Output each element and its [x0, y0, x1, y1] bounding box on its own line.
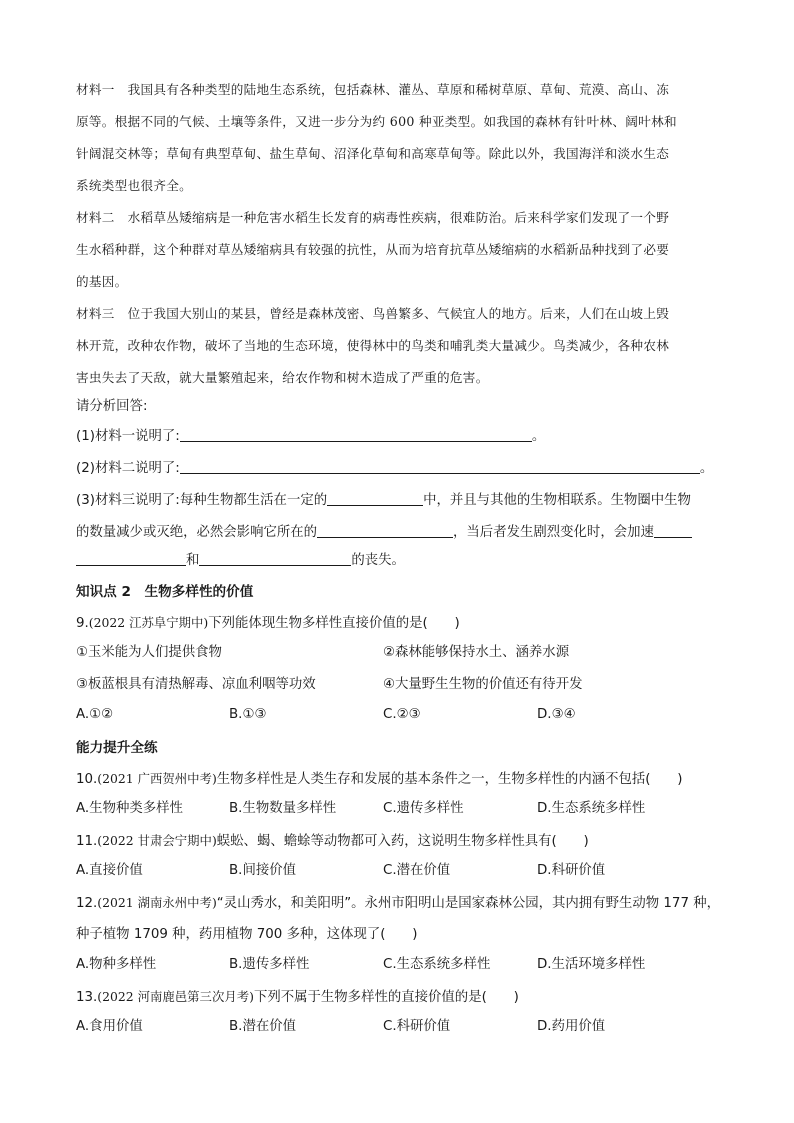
answer-blank[interactable] — [654, 523, 692, 538]
question-12 — [76, 893, 720, 914]
sub-question-3 — [76, 491, 691, 511]
question-source: (2021 湖南永州中考) — [97, 895, 217, 910]
material-line: 系统类型也很齐全。 — [76, 178, 193, 193]
question-stem: 下列不属于生物多样性的直接价值的是( ) — [253, 990, 519, 1005]
sub-question-3-cont — [76, 523, 692, 543]
option-b[interactable]: B.间接价值 — [229, 863, 297, 878]
option-b[interactable]: B.生物数量多样性 — [229, 801, 337, 816]
question-number: 13. — [76, 990, 98, 1005]
analysis-prompt: 请分析回答: — [76, 399, 148, 414]
option-a[interactable]: A.食用价值 — [76, 1019, 143, 1034]
option-a[interactable]: A.物种多样性 — [76, 957, 157, 972]
sub-question-text: (3)材料三说明了:每种生物都生活在一定的 — [76, 493, 328, 508]
option-d[interactable]: D.生态系统多样性 — [537, 801, 646, 816]
answer-blank[interactable] — [199, 551, 351, 566]
material-line: 材料三 位于我国大别山的某县，曾经是森林茂密、鸟兽繁多、气候宜人的地方。后来，人们在山坡上毁 — [76, 306, 670, 321]
material-line: 林开荒，改种农作物，破坏了当地的生态环境，使得林中的鸟类和哺乳类大量减少。鸟类减少，各种农林 — [76, 338, 670, 353]
question-13 — [76, 987, 519, 1008]
sub-question-3-end — [76, 551, 405, 571]
section-title: 能力提升全练 — [76, 740, 158, 756]
option-d[interactable]: D.生活环境多样性 — [537, 957, 646, 972]
sub-question-text: 中，并且与其他的生物相联系。生物圈中生物 — [423, 493, 691, 508]
section-title: 知识点 2 生物多样性的价值 — [76, 584, 254, 600]
option-c[interactable]: C.生态系统多样性 — [383, 957, 491, 972]
question-source: (2022 河南鹿邑第三次月考) — [97, 989, 254, 1004]
sub-question-text: 的丧失。 — [351, 553, 405, 568]
material-line: 生水稻种群，这个种群对草丛矮缩病具有较强的抗性，从而为培育抗草丛矮缩病的水稻新品种找到了必要 — [76, 242, 670, 257]
answer-blank[interactable] — [180, 459, 700, 474]
question-source: (2021 广西贺州中考) — [97, 771, 217, 786]
material-line: 材料一 我国具有各种类型的陆地生态系统，包括森林、灌丛、草原和稀树草原、草甸、荒漠、高山、冻 — [76, 82, 670, 97]
statement-item: ①玉米能为人们提供食物 — [76, 645, 222, 660]
question-number: 9. — [76, 616, 89, 631]
material-line: 材料二 水稻草丛矮缩病是一种危害水稻生长发育的病毒性疾病，很难防治。后来科学家们发现了一个野 — [76, 210, 670, 225]
option-c[interactable]: C.潜在价值 — [383, 863, 451, 878]
sub-question-text: (1)材料一说明了: — [76, 429, 180, 444]
sub-question-1 — [76, 427, 545, 447]
option-d[interactable]: D.科研价值 — [537, 863, 606, 878]
question-number: 12. — [76, 896, 98, 911]
punctuation: 。 — [531, 429, 546, 444]
question-stem: “灵山秀水，和美阳明”。永州市阳明山是国家森林公园，其内拥有野生动物 177 种， — [216, 896, 721, 911]
question-number: 10. — [76, 772, 98, 787]
question-11 — [76, 831, 589, 852]
option-a[interactable]: A.直接价值 — [76, 863, 143, 878]
material-line: 原等。根据不同的气候、土壤等条件，又进一步分为约 600 种亚类型。如我国的森林有针叶林、阔叶林和 — [76, 114, 677, 129]
option-b[interactable]: B.潜在价值 — [229, 1019, 297, 1034]
sub-question-text: ，当后者发生剧烈变化时，会加速 — [453, 525, 654, 540]
question-9 — [76, 613, 460, 634]
option-a[interactable]: A.生物种类多样性 — [76, 801, 183, 816]
question-10 — [76, 769, 683, 790]
question-stem: 下列能体现生物多样性直接价值的是( ) — [208, 616, 460, 631]
sub-question-2 — [76, 459, 713, 479]
answer-blank[interactable] — [317, 523, 453, 538]
statement-item: ④大量野生生物的价值还有待开发 — [383, 677, 583, 692]
sub-question-text: 和 — [186, 553, 200, 568]
option-c[interactable]: C.科研价值 — [383, 1019, 451, 1034]
statement-item: ②森林能够保持水土、涵养水源 — [383, 645, 570, 660]
option-a[interactable]: A.①② — [76, 707, 114, 722]
material-line: 的基因。 — [76, 274, 128, 289]
sub-question-text: 的数量减少或灭绝，必然会影响它所在的 — [76, 525, 318, 540]
material-line: 针阔混交林等；草甸有典型草甸、盐生草甸、沼泽化草甸和高寒草甸等。除此以外，我国海洋和淡水生态 — [76, 146, 670, 161]
option-c[interactable]: C.遗传多样性 — [383, 801, 464, 816]
answer-blank[interactable] — [327, 491, 423, 506]
question-12-cont: 种子植物 1709 种，药用植物 700 多种，这体现了( ) — [76, 927, 418, 942]
option-b[interactable]: B.①③ — [229, 707, 267, 722]
statement-item: ③板蓝根具有清热解毒、凉血利咽等功效 — [76, 677, 316, 692]
answer-blank[interactable] — [180, 427, 532, 442]
option-b[interactable]: B.遗传多样性 — [229, 957, 310, 972]
material-line: 害虫失去了天敌，就大量繁殖起来，给农作物和树木造成了严重的危害。 — [76, 370, 489, 385]
option-d[interactable]: D.③④ — [537, 707, 576, 722]
question-source: (2022 江苏阜宁期中) — [88, 615, 209, 630]
option-d[interactable]: D.药用价值 — [537, 1019, 606, 1034]
punctuation: 。 — [699, 461, 714, 476]
question-stem: 蜈蚣、蝎、蟾蜍等动物都可入药，这说明生物多样性具有( ) — [216, 834, 589, 849]
answer-blank[interactable] — [76, 551, 186, 566]
sub-question-text: (2)材料二说明了: — [76, 461, 180, 476]
question-stem: 生物多样性是人类生存和发展的基本条件之一，生物多样性的内涵不包括( ) — [216, 772, 683, 787]
option-c[interactable]: C.②③ — [383, 707, 421, 722]
question-number: 11. — [76, 834, 98, 849]
question-source: (2022 甘肃会宁期中) — [97, 833, 217, 848]
